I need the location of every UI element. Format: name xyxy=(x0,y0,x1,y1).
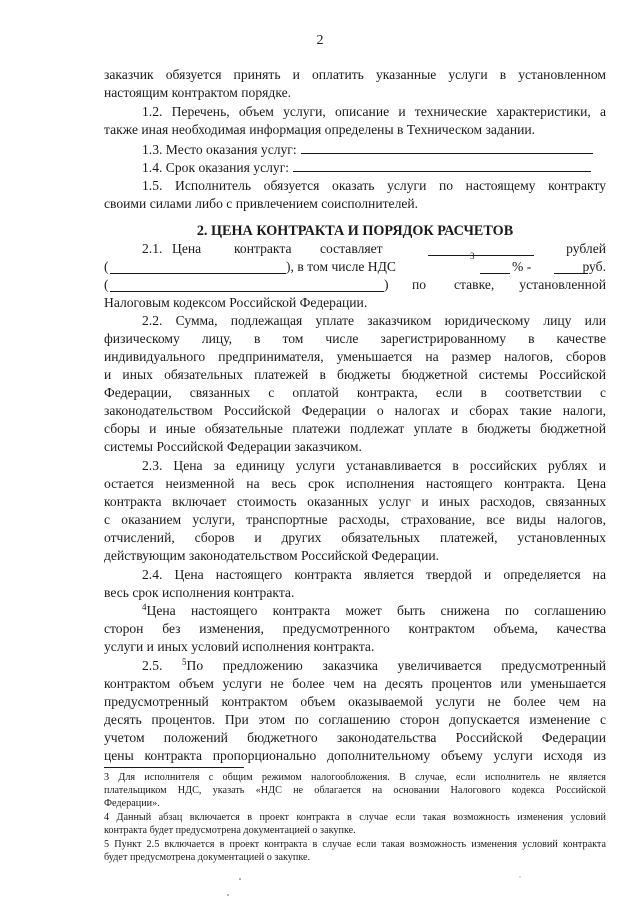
footnote-3: 3 Для исполнителя с общим режимом налогообложения. В случае, если исполнитель не является xyxy=(104,772,606,783)
paragraph-line: и иных обязательных платежей в бюджеты бюджетной системы Российской xyxy=(104,367,606,382)
bracket: ( xyxy=(104,259,109,274)
clause-number: 2.3. xyxy=(142,458,163,473)
bracket: ) xyxy=(384,277,389,292)
paragraph-line: предусмотренный контрактом объем оказываемой услуги не более чем на xyxy=(104,694,606,709)
paragraph-line: сторон без изменения, предусмотренного контрактом объема, качества xyxy=(104,621,606,636)
footnote-ref: 4 xyxy=(142,602,147,612)
footnote-3: плательщиком НДС, указать «НДС не облагается на основании Налогового кодекса Российской xyxy=(104,785,606,796)
clause-number: 2.1. xyxy=(142,241,163,256)
paragraph-line: с оказанием услуги, транспортные расходы, страхование, все виды налогов, xyxy=(104,512,606,527)
clause-number: 1.4. xyxy=(142,160,163,175)
clause-text: Цена за единицу услуги устанавливается в российских рублях и xyxy=(162,458,606,473)
clause-number: 2.2. xyxy=(142,313,163,328)
paragraph-line: физическому лицу, в том числе зарегистрированному в качестве xyxy=(104,331,606,346)
footnote-5: 5 Пункт 2.5 включается в проект контракта в случае если такая возможность изменения условий контракта xyxy=(104,839,606,850)
clause-word: составляет xyxy=(320,241,383,256)
footnote-ref: 5 xyxy=(182,657,187,667)
clause-2-1-line-2: ( ), в том числе НДС 3 % - руб. xyxy=(104,251,606,274)
clause-number: 1.5. xyxy=(142,178,163,193)
clause-word: ставке, xyxy=(454,277,495,292)
paragraph-line: десять процентов. При этом по соглашению сторон допускается изменение с xyxy=(104,712,606,727)
clause-number: 2.4. xyxy=(142,567,163,582)
paragraph-line: весь срок исполнения контракта. xyxy=(104,585,295,600)
page-number: 2 xyxy=(316,33,324,48)
clause-word: Цена xyxy=(172,241,202,256)
clause-number: 1.2. xyxy=(142,104,163,119)
clause-word: руб. xyxy=(582,259,606,274)
clause-word: рублей xyxy=(566,241,606,256)
clause-text: По предложению заказчика увеличивается предусмотренный xyxy=(186,658,607,673)
paragraph-line: законодательством Российской Федерации о налогах и сборах такие налоги, xyxy=(104,403,606,418)
paragraph-line: Налоговым кодексом Российской Федерации. xyxy=(104,295,368,310)
paragraph-line: учетом положений бюджетного законодательства Российской Федерации xyxy=(104,730,606,745)
paragraph-line: сборы и иные обязательные платежи подлежат уплате в бюджеты бюджетной xyxy=(104,421,606,436)
bracket: ( xyxy=(104,277,109,292)
paragraph-line: отчислений, сборов и других обязательных платежей, установленных xyxy=(104,530,606,545)
footnote-4: контракта будет предусмотрена документацией о закупке. xyxy=(104,825,356,836)
paragraph-line: настоящим контрактом порядке. xyxy=(104,85,292,100)
footnote-3: Федерации». xyxy=(104,798,160,809)
paragraph-line: системы Российской Федерации заказчиком. xyxy=(104,439,362,454)
clause-number: 2.5. xyxy=(142,658,163,673)
clause-text: Сумма, подлежащая уплате заказчиком юридическому лицу или xyxy=(162,313,606,328)
clause-word: по xyxy=(412,277,427,292)
clause-text: Место оказания услуг: xyxy=(162,142,297,157)
section-heading: 2. ЦЕНА КОНТРАКТА И ПОРЯДОК РАСЧЕТОВ xyxy=(196,223,514,239)
clause-word: установленной xyxy=(519,277,606,292)
clause-text: % - xyxy=(512,259,532,274)
paragraph-line: индивидуального предпринимателя, уменьшается на размер налогов, сборов xyxy=(104,349,606,364)
paragraph-line: цены контракта пропорционально дополнительному объему услуги исходя из xyxy=(104,748,606,763)
clause-text: Исполнитель обязуется оказать услуги по настоящему контракту xyxy=(162,178,606,193)
clause-text: Цена настоящего контракта может быть снижена по соглашению xyxy=(146,603,606,618)
paragraph-line: Федерации, связанных с оплатой контракта, если в соответствии с xyxy=(104,385,606,400)
footnote-5: будет предусмотрена документацией о закупке. xyxy=(104,852,311,863)
paragraph-line: контрактом объем услуги не более чем на десять процентов или уменьшается xyxy=(104,676,606,691)
paragraph-line: заказчик обязуется принять и оплатить указанные услуги в установленном xyxy=(104,67,606,82)
paragraph-line: своими силами либо с привлечением соисполнителей. xyxy=(104,196,419,211)
paragraph-line: услуги и иных условий исполнения контракта. xyxy=(104,639,375,654)
paragraph-line: остается неизменной на весь срок исполнения настоящего контракта. Цена xyxy=(104,476,606,491)
clause-text: Срок оказания услуг: xyxy=(162,160,290,175)
clause-text: Цена настоящего контракта является твердой и определяется на xyxy=(162,567,606,582)
clause-text: Перечень, объем услуги, описание и технические характеристики, а xyxy=(162,104,606,119)
paragraph-line: также иная необходимая информация определены в Техническом задании. xyxy=(104,122,536,137)
clause-number: 1.3. xyxy=(142,142,163,157)
paragraph-line: действующим законодательством Российской Федерации. xyxy=(104,548,440,563)
clause-text: ), в том числе НДС xyxy=(286,259,396,274)
clause-word: контракта xyxy=(234,241,292,256)
paragraph-line: контракта включает стоимость оказанных услуг и иных расходов, связанных xyxy=(104,494,606,509)
footnote-4: 4 Данный абзац включается в проект контракта в случае если такая возможность изменения условий xyxy=(104,812,606,823)
